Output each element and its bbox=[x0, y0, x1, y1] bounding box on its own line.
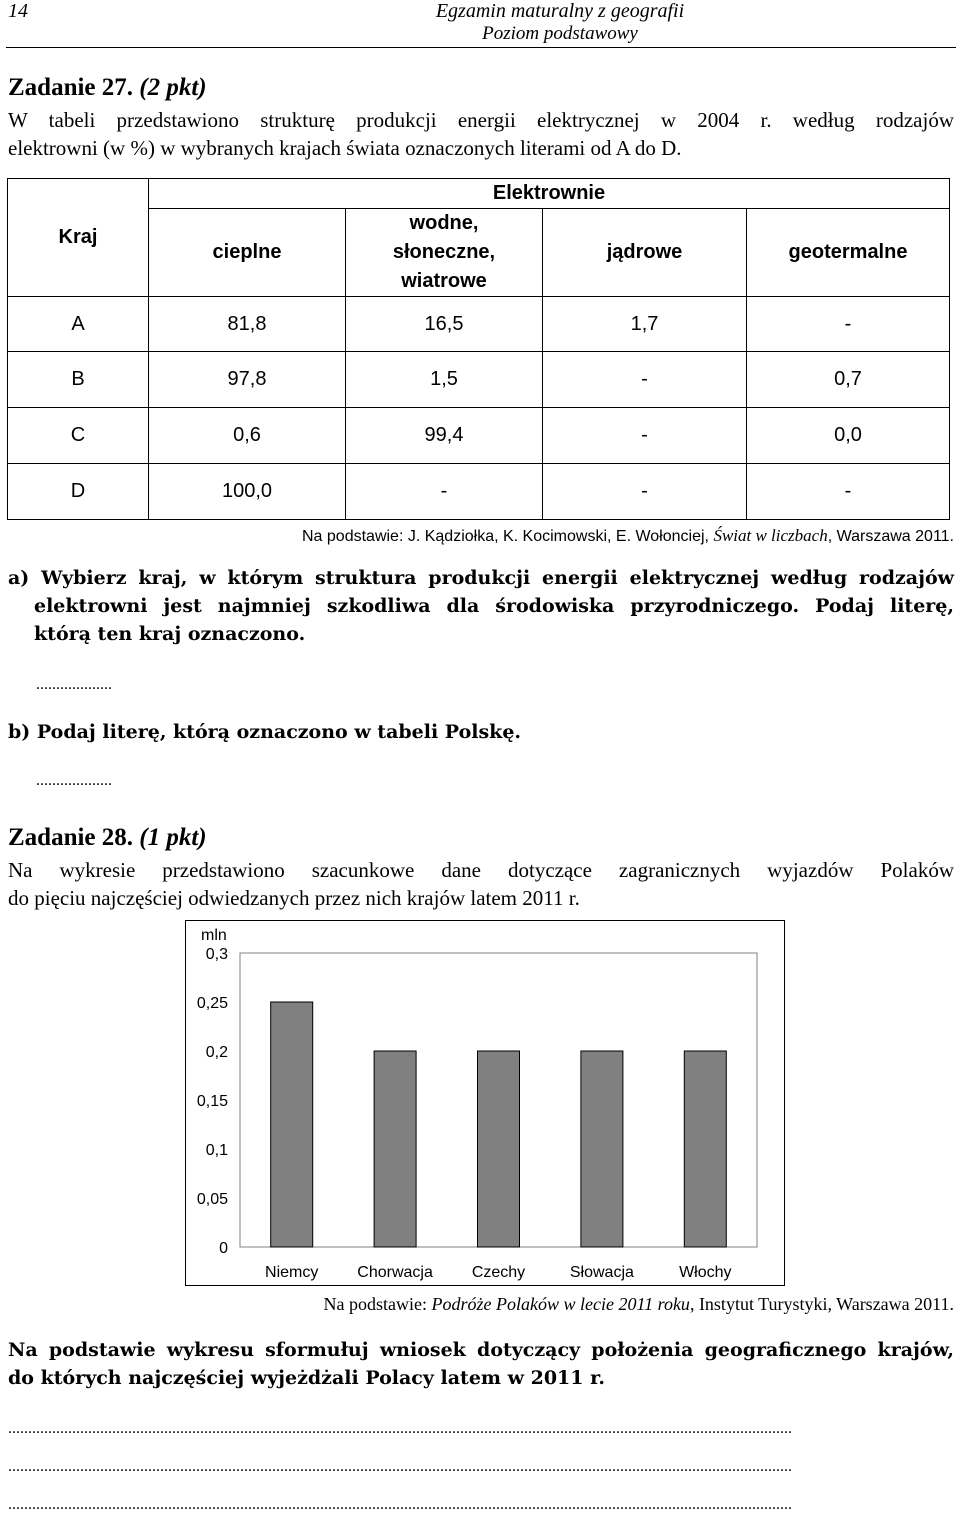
bar bbox=[271, 1002, 313, 1247]
source-title: Świat w liczbach bbox=[713, 526, 828, 545]
col-header-line: wiatrowe bbox=[401, 270, 487, 292]
bar bbox=[478, 1051, 520, 1247]
task28-intro-line: Na wykresie przedstawiono szacunkowe dane dotyczące zagranicznych wyjazdów Polaków bbox=[8, 858, 954, 882]
y-tick-label: 0,25 bbox=[196, 995, 228, 1012]
answer-a-field[interactable]: ................... bbox=[36, 676, 112, 693]
col-header-line: wodne, bbox=[409, 212, 479, 234]
page-number: 14 bbox=[8, 0, 28, 22]
table-row bbox=[8, 352, 950, 408]
task28-points: (1 pkt) bbox=[139, 824, 207, 851]
cell-geothermal: - bbox=[747, 464, 950, 520]
task28-question bbox=[8, 1336, 954, 1392]
question-a-line: którą ten kraj oznaczono. bbox=[34, 623, 306, 645]
y-tick-label: 0,1 bbox=[205, 1142, 228, 1159]
task28-question-line: Na podstawie wykresu sformułuj wniosek dotyczący położenia geograficznego krajów, bbox=[8, 1339, 954, 1361]
task28-intro-line: do pięciu najczęściej odwiedzanych przez nich krajów latem 2011 r. bbox=[8, 886, 580, 910]
col-header-thermal: cieplne bbox=[149, 209, 346, 297]
row-country: C bbox=[8, 408, 149, 464]
x-category-label: Słowacja bbox=[569, 1264, 634, 1281]
cell-hydro: 1,5 bbox=[346, 352, 543, 408]
col-header-country: Kraj bbox=[8, 179, 149, 297]
energy-structure-table bbox=[7, 178, 950, 520]
task28-number: Zadanie 28. bbox=[8, 824, 134, 851]
question-b: b) Podaj literę, którą oznaczono w tabeli Polskę. bbox=[8, 721, 522, 743]
bar bbox=[374, 1051, 416, 1247]
question-a bbox=[8, 564, 954, 648]
cell-geothermal: 0,0 bbox=[747, 408, 950, 464]
col-header-line: słoneczne, bbox=[392, 241, 496, 263]
y-tick-label: 0,15 bbox=[196, 1093, 228, 1110]
table-row bbox=[8, 297, 950, 352]
trips-bar-chart bbox=[185, 920, 785, 1290]
cell-nuclear: - bbox=[543, 464, 747, 520]
cell-geothermal: - bbox=[747, 297, 950, 352]
x-category-label: Niemcy bbox=[265, 1264, 319, 1281]
y-tick-label: 0,2 bbox=[205, 1044, 228, 1061]
answer-line[interactable]: .................................................................................................................................................................................................... bbox=[8, 1496, 792, 1513]
task27-points: (2 pkt) bbox=[139, 74, 207, 101]
bar bbox=[581, 1051, 623, 1247]
exam-level: Poziom podstawowy bbox=[482, 23, 638, 44]
row-country: B bbox=[8, 352, 149, 408]
cell-hydro: - bbox=[346, 464, 543, 520]
task27-intro-line: W tabeli przedstawiono strukturę produkcji energii elektrycznej w 2004 r. według rodzajów bbox=[8, 108, 954, 132]
cell-thermal: 100,0 bbox=[149, 464, 346, 520]
question-a-line: elektrowni jest najmniej szkodliwa dla środowiska przyrodniczego. Podaj literę, bbox=[34, 595, 954, 617]
bar bbox=[684, 1051, 726, 1247]
y-tick-label: 0,05 bbox=[196, 1191, 228, 1208]
table-row bbox=[8, 464, 950, 520]
y-axis-label: mln bbox=[201, 927, 227, 944]
y-tick-label: 0,3 bbox=[205, 946, 228, 963]
source-authors: Na podstawie: J. Kądziołka, K. Kocimowski, E. Wołonciej, bbox=[302, 528, 714, 545]
cell-hydro: 99,4 bbox=[346, 408, 543, 464]
table-row bbox=[8, 408, 950, 464]
question-a-line: a) Wybierz kraj, w którym struktura produkcji energii elektrycznej według rodzajów bbox=[8, 567, 954, 589]
source-title: Podróże Polaków w lecie 2011 roku bbox=[431, 1294, 690, 1314]
task28-source bbox=[150, 1294, 954, 1315]
cell-thermal: 97,8 bbox=[149, 352, 346, 408]
row-country: A bbox=[8, 297, 149, 352]
cell-thermal: 81,8 bbox=[149, 297, 346, 352]
source-prefix: Na podstawie: bbox=[323, 1294, 432, 1314]
task27-title bbox=[8, 74, 207, 102]
row-country: D bbox=[8, 464, 149, 520]
header-rule bbox=[6, 47, 956, 48]
col-header-nuclear: jądrowe bbox=[543, 209, 747, 297]
source-suffix: , Warszawa 2011. bbox=[827, 528, 954, 545]
col-header-hydro-solar-wind bbox=[346, 209, 543, 297]
cell-hydro: 16,5 bbox=[346, 297, 543, 352]
task27-intro-line: elektrowni (w %) w wybranych krajach świata oznaczonych literami od A do D. bbox=[8, 136, 682, 160]
exam-title: Egzamin maturalny z geografii bbox=[435, 0, 685, 22]
x-category-label: Chorwacja bbox=[357, 1264, 433, 1281]
cell-geothermal: 0,7 bbox=[747, 352, 950, 408]
col-header-geothermal: geotermalne bbox=[747, 209, 950, 297]
task27-number: Zadanie 27. bbox=[8, 74, 134, 101]
cell-nuclear: - bbox=[543, 352, 747, 408]
cell-thermal: 0,6 bbox=[149, 408, 346, 464]
task28-title bbox=[8, 824, 207, 852]
task27-intro bbox=[8, 106, 954, 162]
task27-source bbox=[158, 526, 954, 546]
task28-intro bbox=[8, 856, 954, 912]
task28-question-line: do których najczęściej wyjeżdżali Polacy latem w 2011 r. bbox=[8, 1367, 605, 1389]
x-category-label: Włochy bbox=[679, 1264, 732, 1281]
task28-answer-area[interactable] bbox=[8, 1410, 952, 1524]
answer-line[interactable]: .................................................................................................................................................................................................... bbox=[8, 1458, 792, 1475]
cell-nuclear: 1,7 bbox=[543, 297, 747, 352]
answer-line[interactable]: .................................................................................................................................................................................................... bbox=[8, 1420, 792, 1437]
answer-b-field[interactable]: ................... bbox=[36, 772, 112, 789]
source-suffix: , Instytut Turystyki, Warszawa 2011. bbox=[689, 1294, 954, 1314]
group-header-power-plants: Elektrownie bbox=[149, 179, 950, 209]
cell-nuclear: - bbox=[543, 408, 747, 464]
x-category-label: Czechy bbox=[471, 1264, 526, 1281]
y-tick-label: 0 bbox=[219, 1240, 228, 1257]
